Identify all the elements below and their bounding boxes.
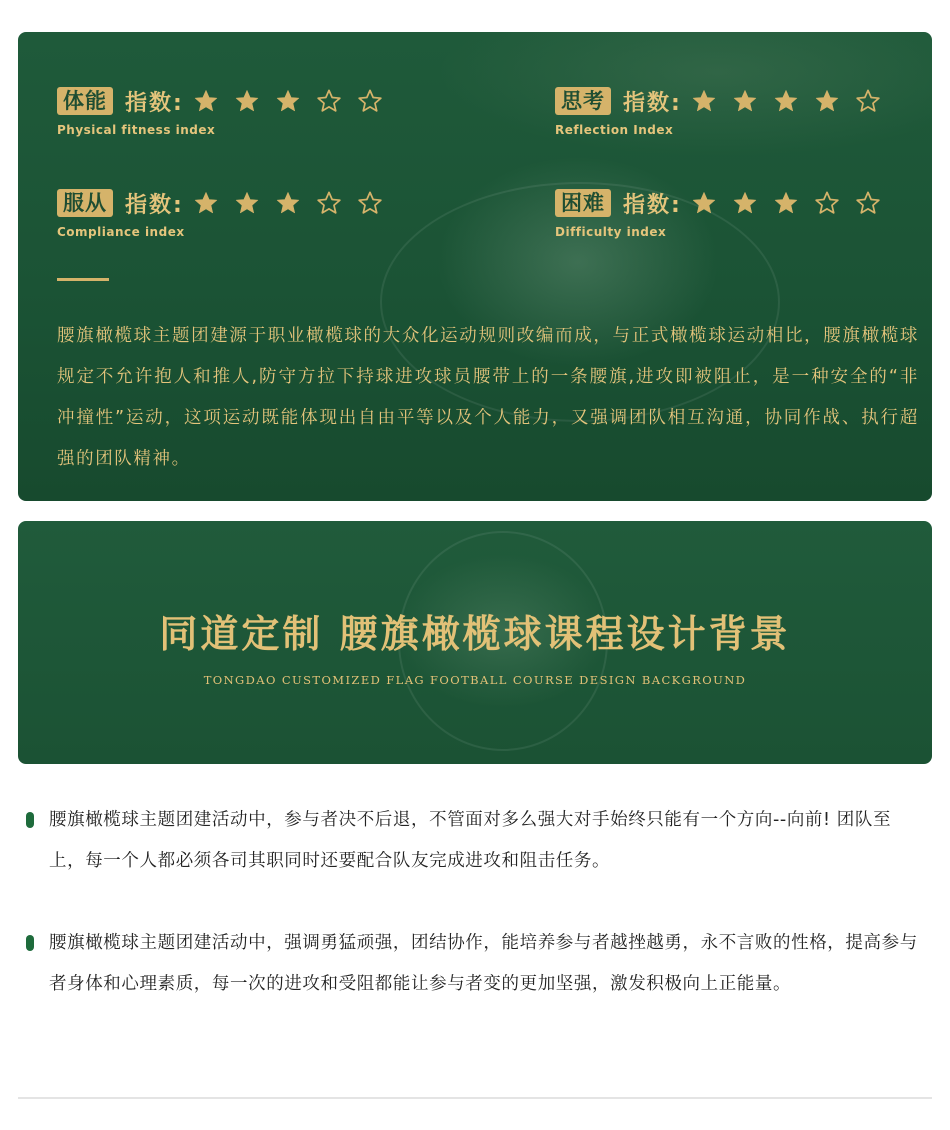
index-subtitle: Reflection Index [555, 123, 674, 137]
star-outline-icon [848, 187, 889, 219]
star-outline-icon [807, 187, 848, 219]
star-filled-icon [725, 85, 766, 117]
bullet-marker [26, 812, 34, 828]
star-outline-icon [309, 85, 350, 117]
course-background-banner [18, 521, 932, 764]
section-divider [57, 278, 109, 281]
bullet-text: 腰旗橄榄球主题团建活动中，参与者决不后退，不管面对多么强大对手始终只能有一个方向--向前! 团队至上，每一个人都必须各司其职同时还要配合队友完成进攻和阻击任务。 [49, 810, 892, 871]
star-outline-icon [309, 187, 350, 219]
star-rating [684, 187, 889, 219]
star-filled-icon [268, 85, 309, 117]
banner-title: 同道定制 腰旗橄榄球课程设计背景 [159, 611, 791, 656]
star-filled-icon [186, 187, 227, 219]
star-rating [186, 85, 391, 117]
index-tag: 服从 [57, 189, 113, 217]
index-label: 指数: [125, 192, 184, 218]
index-label: 指数: [623, 192, 682, 218]
index-difficulty [555, 187, 889, 239]
star-rating [186, 187, 391, 219]
star-filled-icon [766, 85, 807, 117]
bullet-item [26, 923, 918, 1005]
star-filled-icon [766, 187, 807, 219]
index-physical [57, 85, 391, 137]
star-filled-icon [186, 85, 227, 117]
star-filled-icon [725, 187, 766, 219]
banner-subtitle: TONGDAO CUSTOMIZED FLAG FOOTBALL COURSE DESIGN BACKGROUND [203, 673, 747, 687]
bullet-text: 腰旗橄榄球主题团建活动中，强调勇猛顽强，团结协作，能培养参与者越挫越勇，永不言败的性格，提高参与者身体和心理素质，每一次的进攻和受阻都能让参与者变的更加坚强，激发积极向上正能量。 [49, 933, 918, 994]
index-subtitle: Difficulty index [555, 225, 667, 239]
index-tag: 体能 [57, 87, 113, 115]
index-subtitle: Compliance index [57, 225, 185, 239]
star-filled-icon [684, 187, 725, 219]
star-filled-icon [227, 85, 268, 117]
star-filled-icon [268, 187, 309, 219]
index-tag: 思考 [555, 87, 611, 115]
star-filled-icon [227, 187, 268, 219]
index-compliance [57, 187, 391, 239]
index-label: 指数: [125, 90, 184, 116]
activity-description: 腰旗橄榄球主题团建源于职业橄榄球的大众化运动规则改编而成，与正式橄榄球运动相比，腰旗橄榄球规定不允许抱人和推人,防守方拉下持球进攻球员腰带上的一条腰旗,进攻即被阻止，是一种安全的“非冲撞性”运动，这项运动既能体现出自由平等以及个人能力，又强调团队相互沟通，协同作战、执行超强的团队精神。 [57, 326, 919, 469]
star-rating [684, 85, 889, 117]
index-reflection [555, 85, 889, 137]
star-outline-icon [848, 85, 889, 117]
index-label: 指数: [623, 90, 682, 116]
star-filled-icon [684, 85, 725, 117]
bullet-item [26, 800, 918, 882]
index-panel [18, 32, 932, 501]
star-outline-icon [350, 187, 391, 219]
star-outline-icon [350, 85, 391, 117]
bullet-marker [26, 935, 34, 951]
footer-divider [18, 1097, 932, 1099]
index-subtitle: Physical fitness index [57, 123, 216, 137]
star-filled-icon [807, 85, 848, 117]
index-tag: 困难 [555, 189, 611, 217]
